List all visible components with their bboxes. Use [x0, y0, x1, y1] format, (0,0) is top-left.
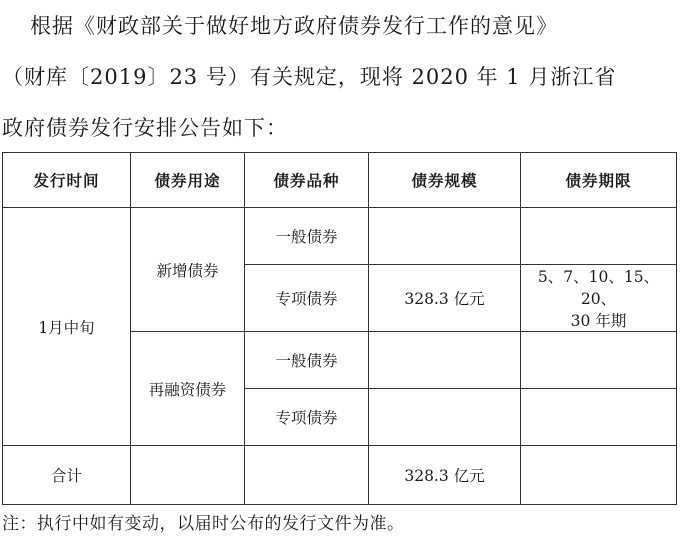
variety-cell: 专项债券	[245, 265, 369, 332]
intro-line-1: 根据《财政部关于做好地方政府债券发行工作的意见》	[30, 14, 558, 38]
variety-cell: 一般债券	[245, 332, 369, 389]
issue-time-cell: 1月中旬	[3, 208, 131, 446]
scale-cell	[369, 208, 521, 265]
total-term-empty	[521, 446, 677, 505]
header-time: 发行时间	[3, 153, 131, 208]
scale-cell: 328.3 亿元	[369, 265, 521, 332]
header-term: 债券期限	[521, 153, 677, 208]
table-row	[3, 208, 677, 265]
usage-refinance-bonds: 再融资债券	[131, 332, 245, 446]
footnote: 注：执行中如有变动，以届时公布的发行文件为准。	[2, 514, 405, 534]
header-variety: 债券品种	[245, 153, 369, 208]
variety-cell: 专项债券	[245, 389, 369, 446]
term-line-1: 5、7、10、15、20、	[537, 268, 660, 308]
total-usage-empty	[131, 446, 245, 505]
intro-line-3: 政府债券发行安排公告如下：	[2, 116, 288, 140]
scale-cell	[369, 332, 521, 389]
term-line-2: 30 年期	[570, 312, 627, 330]
total-row	[3, 446, 677, 505]
variety-cell: 一般债券	[245, 208, 369, 265]
table-header-row	[3, 153, 677, 208]
total-variety-empty	[245, 446, 369, 505]
term-cell	[521, 332, 677, 389]
header-scale: 债券规模	[369, 153, 521, 208]
term-cell	[521, 389, 677, 446]
intro-line-2: （财库〔2019〕23 号）有关规定，现将 2020 年 1 月浙江省	[2, 65, 617, 89]
term-cell	[521, 208, 677, 265]
term-cell	[521, 265, 677, 332]
bond-issuance-table	[2, 152, 677, 505]
total-label: 合计	[3, 446, 131, 505]
total-scale: 328.3 亿元	[369, 446, 521, 505]
usage-new-bonds: 新增债券	[131, 208, 245, 332]
header-usage: 债券用途	[131, 153, 245, 208]
scale-cell	[369, 389, 521, 446]
